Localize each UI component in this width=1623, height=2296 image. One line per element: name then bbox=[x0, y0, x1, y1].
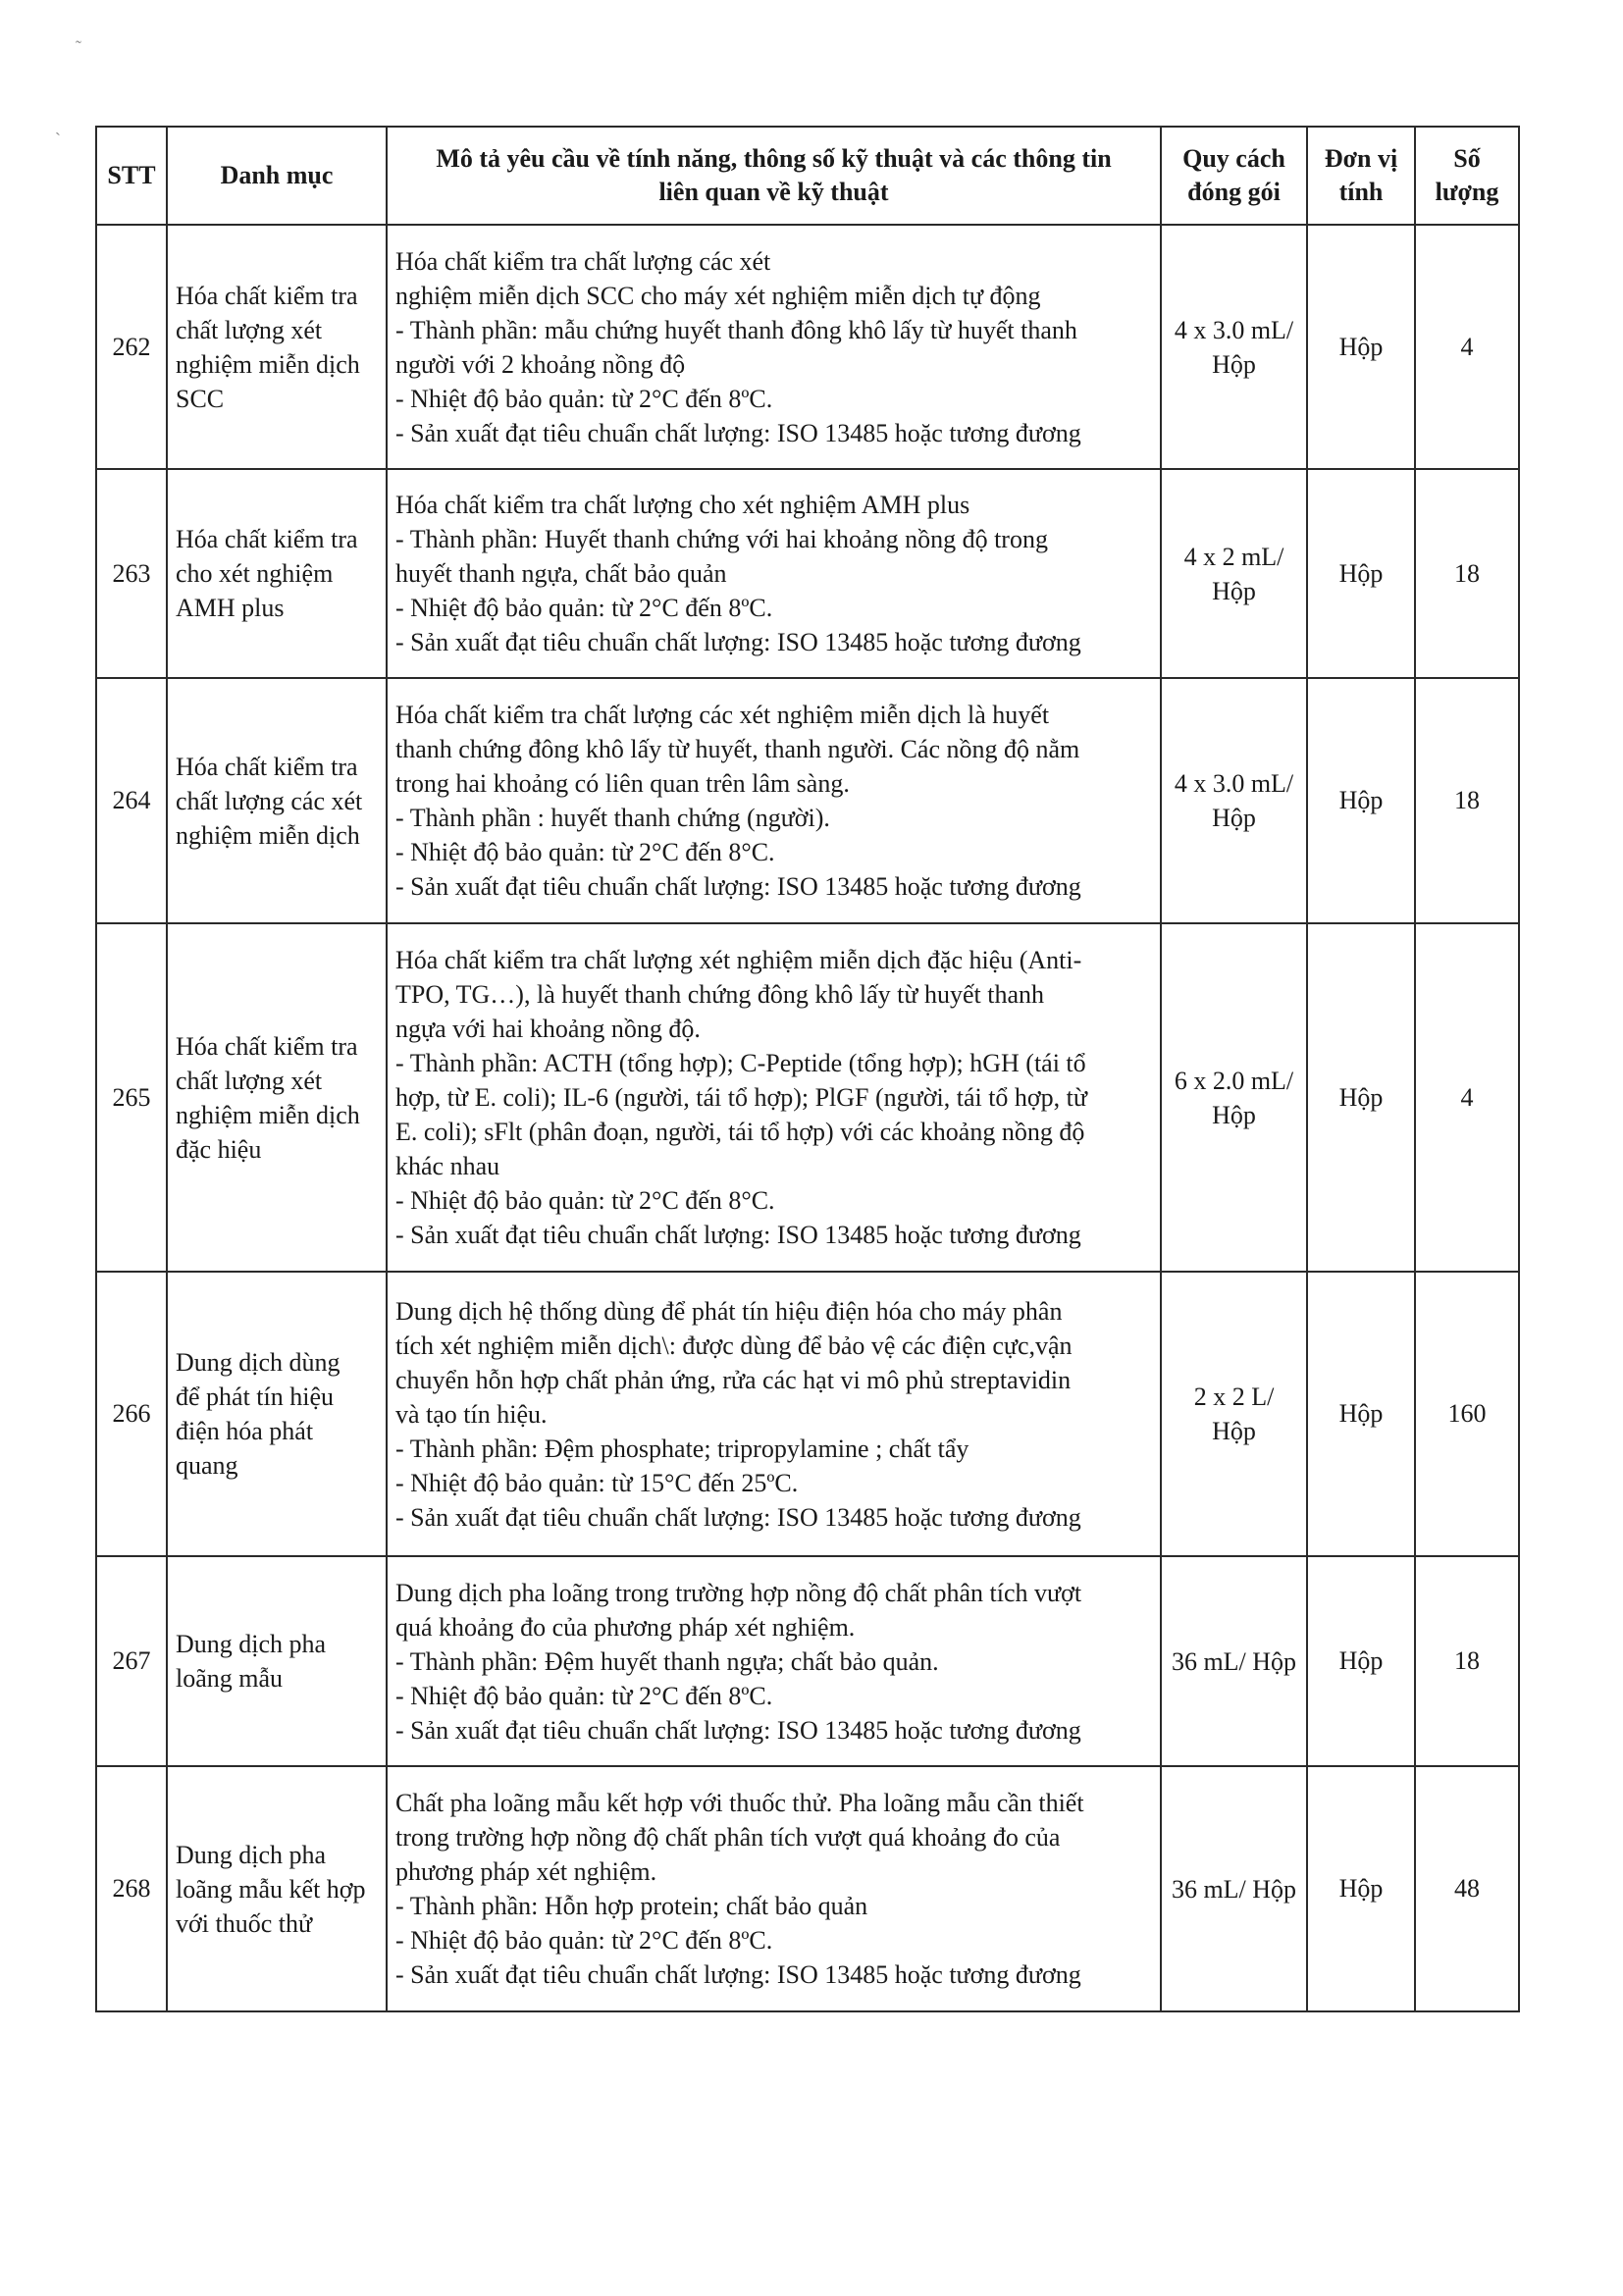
item-description bbox=[387, 225, 1161, 469]
item-name-line: Dung dịch pha bbox=[176, 1630, 327, 1658]
item-description-line: trong trường hợp nồng độ chất phân tích vượt quá khoảng đo của bbox=[395, 1823, 1061, 1852]
item-description-line: Hóa chất kiểm tra chất lượng xét nghiệm miễn dịch đặc hiệu (Anti- bbox=[395, 946, 1082, 974]
item-unit: Hộp bbox=[1307, 1766, 1415, 2011]
item-description-line: - Nhiệt độ bảo quản: từ 2°C đến 8°C. bbox=[395, 1186, 775, 1215]
item-quantity: 18 bbox=[1415, 678, 1519, 923]
header-unit-line: Đơn vị bbox=[1324, 144, 1398, 173]
header-category: Danh mục bbox=[167, 127, 387, 225]
item-description-line: - Sản xuất đạt tiêu chuẩn chất lượng: ISO 13485 hoặc tương đương bbox=[395, 1960, 1081, 1989]
item-unit: Hộp bbox=[1307, 469, 1415, 678]
item-name bbox=[167, 1766, 387, 2011]
item-description-line: - Sản xuất đạt tiêu chuẩn chất lượng: ISO 13485 hoặc tương đương bbox=[395, 1502, 1081, 1532]
scan-speck: ˜ bbox=[76, 37, 81, 57]
item-name-line: loãng mẫu kết hợp bbox=[176, 1874, 366, 1904]
item-packaging bbox=[1161, 1766, 1307, 2011]
item-description-line: - Thành phần: ACTH (tổng hợp); C-Peptide (tổng hợp); hGH (tái tổ bbox=[395, 1049, 1086, 1077]
item-description-line: Hóa chất kiểm tra chất lượng các xét bbox=[395, 246, 771, 276]
row-number: 262 bbox=[96, 225, 167, 469]
table-row bbox=[96, 225, 1519, 469]
item-name-line: Hóa chất kiểm tra bbox=[176, 752, 358, 781]
item-description-line: - Thành phần: Đệm huyết thanh ngựa; chất bảo quản. bbox=[395, 1646, 939, 1676]
table-row bbox=[96, 1766, 1519, 2011]
item-description-line: - Nhiệt độ bảo quản: từ 2°C đến 8ºC. bbox=[395, 1681, 773, 1710]
item-description-line: - Sản xuất đạt tiêu chuẩn chất lượng: ISO 13485 hoặc tương đương bbox=[395, 1221, 1081, 1249]
table-row bbox=[96, 1272, 1519, 1556]
item-name-line: SCC bbox=[176, 384, 225, 413]
item-description-line: Dung dịch hệ thống dùng để phát tín hiệu điện hóa cho máy phân bbox=[395, 1296, 1063, 1326]
item-description-line: - Sản xuất đạt tiêu chuẩn chất lượng: ISO 13485 hoặc tương đương bbox=[395, 418, 1081, 447]
item-description-line: Chất pha loãng mẫu kết hợp với thuốc thử. Pha loãng mẫu cần thiết bbox=[395, 1789, 1084, 1817]
item-name-line: cho xét nghiệm bbox=[176, 559, 334, 588]
item-description-line: và tạo tín hiệu. bbox=[395, 1399, 548, 1429]
item-name bbox=[167, 923, 387, 1272]
table-header-row bbox=[96, 127, 1519, 225]
item-description bbox=[387, 469, 1161, 678]
row-number: 267 bbox=[96, 1556, 167, 1766]
item-name-line: chất lượng xét bbox=[176, 315, 323, 344]
item-name bbox=[167, 1556, 387, 1766]
item-description-line: - Nhiệt độ bảo quản: từ 2°C đến 8ºC. bbox=[395, 1926, 773, 1955]
item-name bbox=[167, 225, 387, 469]
table-row bbox=[96, 1556, 1519, 1766]
table-row bbox=[96, 678, 1519, 923]
item-description-line: - Thành phần : huyết thanh chứng (người). bbox=[395, 804, 830, 832]
item-packaging-line: 6 x 2.0 mL/ bbox=[1174, 1066, 1294, 1095]
item-description-line: thanh chứng đông khô lấy từ huyết, thanh người. Các nồng độ nằm bbox=[395, 735, 1080, 763]
item-packaging bbox=[1161, 923, 1307, 1272]
item-description-line: - Thành phần: Đệm phosphate; tripropylamine ; chất tẩy bbox=[395, 1434, 969, 1463]
item-quantity: 48 bbox=[1415, 1766, 1519, 2011]
item-unit: Hộp bbox=[1307, 225, 1415, 469]
item-name-line: đặc hiệu bbox=[176, 1134, 262, 1164]
item-name-line: nghiệm miễn dịch bbox=[176, 820, 360, 850]
item-packaging-line: 4 x 3.0 mL/ bbox=[1174, 315, 1294, 344]
table-row bbox=[96, 469, 1519, 678]
item-packaging-line: 4 x 2 mL/ bbox=[1183, 542, 1284, 571]
item-name-line: nghiệm miễn dịch bbox=[176, 1100, 360, 1129]
item-packaging bbox=[1161, 225, 1307, 469]
header-quantity-line: Số bbox=[1453, 144, 1481, 173]
item-unit: Hộp bbox=[1307, 678, 1415, 923]
item-description bbox=[387, 1766, 1161, 2011]
item-name bbox=[167, 1272, 387, 1556]
item-description-line: hợp, từ E. coli); IL-6 (người, tái tổ hợp); PlGF (người, tái tổ hợp, từ bbox=[395, 1083, 1087, 1112]
item-description-line: - Sản xuất đạt tiêu chuẩn chất lượng: ISO 13485 hoặc tương đương bbox=[395, 872, 1081, 901]
item-unit: Hộp bbox=[1307, 1272, 1415, 1556]
item-packaging-line: Hộp bbox=[1212, 804, 1256, 832]
specification-table bbox=[95, 126, 1520, 2012]
item-packaging bbox=[1161, 678, 1307, 923]
row-number: 264 bbox=[96, 678, 167, 923]
header-description-line: liên quan về kỹ thuật bbox=[658, 178, 889, 206]
item-description-line: E. coli); sFlt (phân đoạn, người, tái tổ hợp) với các khoảng nồng độ bbox=[395, 1118, 1085, 1146]
item-description-line: ngựa với hai khoảng nồng độ. bbox=[395, 1015, 701, 1043]
header-stt: STT bbox=[96, 127, 167, 225]
item-description bbox=[387, 1556, 1161, 1766]
item-packaging-line: 36 mL/ Hộp bbox=[1171, 1874, 1297, 1904]
item-name-line: Dung dịch pha bbox=[176, 1840, 327, 1869]
row-number: 266 bbox=[96, 1272, 167, 1556]
header-unit-line: tính bbox=[1338, 178, 1384, 206]
item-description-line: - Nhiệt độ bảo quản: từ 15°C đến 25ºC. bbox=[395, 1468, 799, 1497]
item-name-line: AMH plus bbox=[176, 594, 285, 622]
item-name-line: chất lượng các xét bbox=[176, 786, 363, 815]
item-name-line: nghiệm miễn dịch bbox=[176, 349, 360, 379]
item-description-line: Hóa chất kiểm tra chất lượng các xét nghiệm miễn dịch là huyết bbox=[395, 701, 1050, 729]
item-quantity: 4 bbox=[1415, 225, 1519, 469]
item-packaging-line: Hộp bbox=[1212, 1417, 1256, 1445]
item-description-line: - Nhiệt độ bảo quản: từ 2°C đến 8ºC. bbox=[395, 384, 773, 413]
item-description-line: - Nhiệt độ bảo quản: từ 2°C đến 8ºC. bbox=[395, 594, 773, 622]
header-unit bbox=[1307, 127, 1415, 225]
item-name-line: Hóa chất kiểm tra bbox=[176, 281, 358, 310]
item-description-line: - Thành phần: Hỗn hợp protein; chất bảo quản bbox=[395, 1892, 868, 1920]
item-description-line: Dung dịch pha loãng trong trường hợp nồng độ chất phân tích vượt bbox=[395, 1578, 1082, 1607]
item-name-line: quang bbox=[176, 1451, 238, 1480]
item-description-line: - Sản xuất đạt tiêu chuẩn chất lượng: ISO 13485 hoặc tương đương bbox=[395, 1715, 1081, 1745]
header-description bbox=[387, 127, 1161, 225]
item-packaging bbox=[1161, 1556, 1307, 1766]
header-quantity bbox=[1415, 127, 1519, 225]
item-packaging bbox=[1161, 1272, 1307, 1556]
item-description bbox=[387, 1272, 1161, 1556]
item-name-line: điện hóa phát bbox=[176, 1417, 314, 1445]
item-name bbox=[167, 678, 387, 923]
item-name-line: với thuốc thử bbox=[176, 1908, 313, 1938]
item-description-line: quá khoảng đo của phương pháp xét nghiệm. bbox=[395, 1612, 856, 1642]
item-packaging-line: Hộp bbox=[1212, 349, 1256, 379]
item-packaging-line: 2 x 2 L/ bbox=[1193, 1383, 1275, 1411]
header-packaging-line: đóng gói bbox=[1187, 178, 1281, 206]
header-quantity-line: lượng bbox=[1435, 178, 1499, 206]
item-quantity: 18 bbox=[1415, 469, 1519, 678]
item-description-line: khác nhau bbox=[395, 1152, 500, 1180]
item-description-line: Hóa chất kiểm tra chất lượng cho xét nghiệm AMH plus bbox=[395, 491, 970, 519]
item-name bbox=[167, 469, 387, 678]
item-description bbox=[387, 678, 1161, 923]
row-number: 265 bbox=[96, 923, 167, 1272]
item-unit: Hộp bbox=[1307, 1556, 1415, 1766]
item-description-line: TPO, TG…), là huyết thanh chứng đông khô lấy từ huyết thanh bbox=[395, 980, 1044, 1009]
item-description-line: trong hai khoảng có liên quan trên lâm sàng. bbox=[395, 769, 850, 798]
header-description-line: Mô tả yêu cầu về tính năng, thông số kỹ thuật và các thông tin bbox=[436, 144, 1112, 173]
item-packaging bbox=[1161, 469, 1307, 678]
item-description-line: người với 2 khoảng nồng độ bbox=[395, 349, 686, 379]
item-name-line: chất lượng xét bbox=[176, 1066, 323, 1095]
item-packaging-line: Hộp bbox=[1212, 576, 1256, 605]
item-description bbox=[387, 923, 1161, 1272]
table-row bbox=[96, 923, 1519, 1272]
item-description-line: - Thành phần: Huyết thanh chứng với hai khoảng nồng độ trong bbox=[395, 525, 1048, 553]
item-quantity: 4 bbox=[1415, 923, 1519, 1272]
item-description-line: - Nhiệt độ bảo quản: từ 2°C đến 8°C. bbox=[395, 838, 775, 866]
row-number: 268 bbox=[96, 1766, 167, 2011]
item-packaging-line: 36 mL/ Hộp bbox=[1171, 1646, 1297, 1676]
item-description-line: chuyển hỗn hợp chất phản ứng, rửa các hạt vi mô phủ streptavidin bbox=[395, 1365, 1072, 1394]
item-description-line: tích xét nghiệm miễn dịch\: được dùng để bảo vệ các điện cực,vận bbox=[395, 1331, 1073, 1360]
item-quantity: 18 bbox=[1415, 1556, 1519, 1766]
header-packaging-line: Quy cách bbox=[1182, 144, 1285, 173]
item-unit: Hộp bbox=[1307, 923, 1415, 1272]
item-name-line: loãng mẫu bbox=[176, 1664, 284, 1693]
item-name-line: để phát tín hiệu bbox=[176, 1383, 335, 1411]
header-packaging bbox=[1161, 127, 1307, 225]
item-description-line: huyết thanh ngựa, chất bảo quản bbox=[395, 559, 727, 588]
item-packaging-line: Hộp bbox=[1212, 1100, 1256, 1129]
item-name-line: Hóa chất kiểm tra bbox=[176, 1031, 358, 1061]
item-name-line: Hóa chất kiểm tra bbox=[176, 525, 358, 553]
item-description-line: nghiệm miễn dịch SCC cho máy xét nghiệm miễn dịch tự động bbox=[395, 281, 1041, 310]
item-description-line: phương pháp xét nghiệm. bbox=[395, 1857, 657, 1886]
item-quantity: 160 bbox=[1415, 1272, 1519, 1556]
item-description-line: - Thành phần: mẫu chứng huyết thanh đông khô lấy từ huyết thanh bbox=[395, 315, 1077, 344]
item-description-line: - Sản xuất đạt tiêu chuẩn chất lượng: ISO 13485 hoặc tương đương bbox=[395, 628, 1081, 656]
item-packaging-line: 4 x 3.0 mL/ bbox=[1174, 769, 1294, 798]
scan-speck: ` bbox=[55, 130, 61, 149]
row-number: 263 bbox=[96, 469, 167, 678]
item-name-line: Dung dịch dùng bbox=[176, 1348, 340, 1377]
